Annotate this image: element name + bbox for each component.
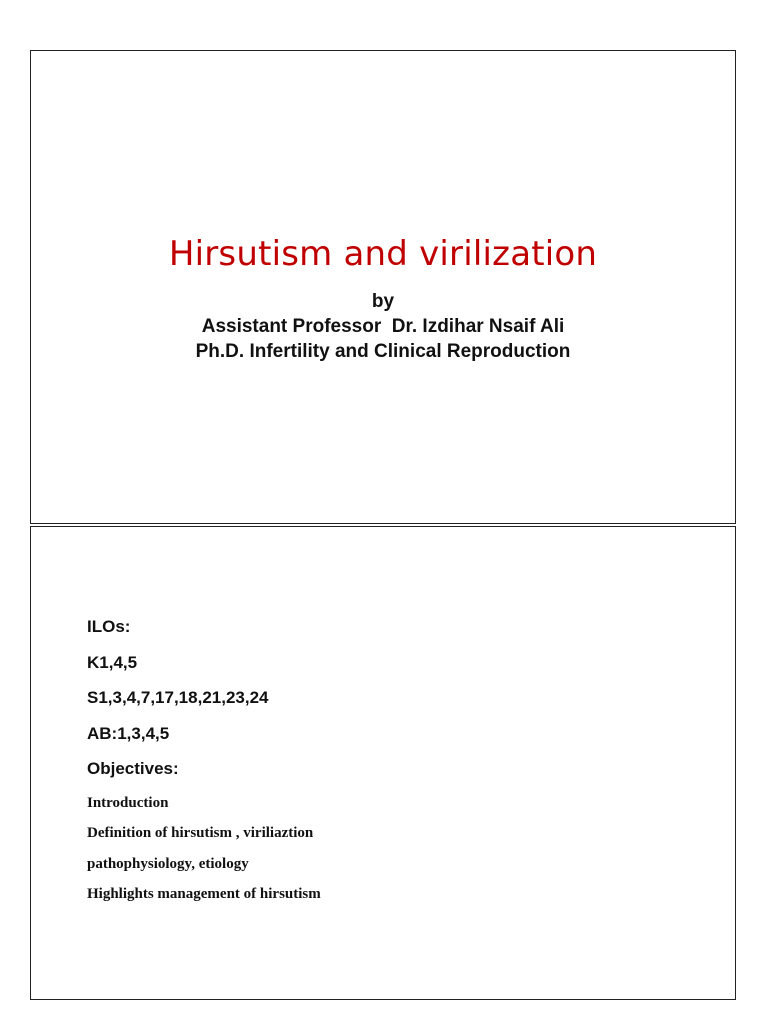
author-byline [31, 289, 735, 364]
objective-item: Highlights management of hirsutism [87, 886, 321, 902]
byline-credentials: Ph.D. Infertility and Clinical Reproduction [195, 341, 571, 362]
ilos-heading: ILOs: [87, 617, 131, 636]
byline-by: by [371, 291, 395, 312]
title-slide [30, 50, 736, 524]
objective-item: Definition of hirsutism , viriliaztion [87, 825, 314, 841]
ilo-code: S1,3,4,7,17,18,21,23,24 [87, 688, 269, 707]
objectives-content [87, 615, 687, 915]
ilo-code: AB:1,3,4,5 [87, 723, 170, 743]
slide-title: Hirsutism and virilization [168, 234, 598, 274]
byline-author: Assistant Professor Dr. Izdihar Nsaif Ali [201, 316, 565, 337]
objective-item: Introduction [87, 794, 169, 811]
objectives-slide [30, 526, 736, 1000]
objective-item: pathophysiology, etiology [87, 855, 249, 872]
ilo-code: K1,4,5 [87, 652, 138, 672]
objectives-heading: Objectives: [87, 759, 179, 778]
